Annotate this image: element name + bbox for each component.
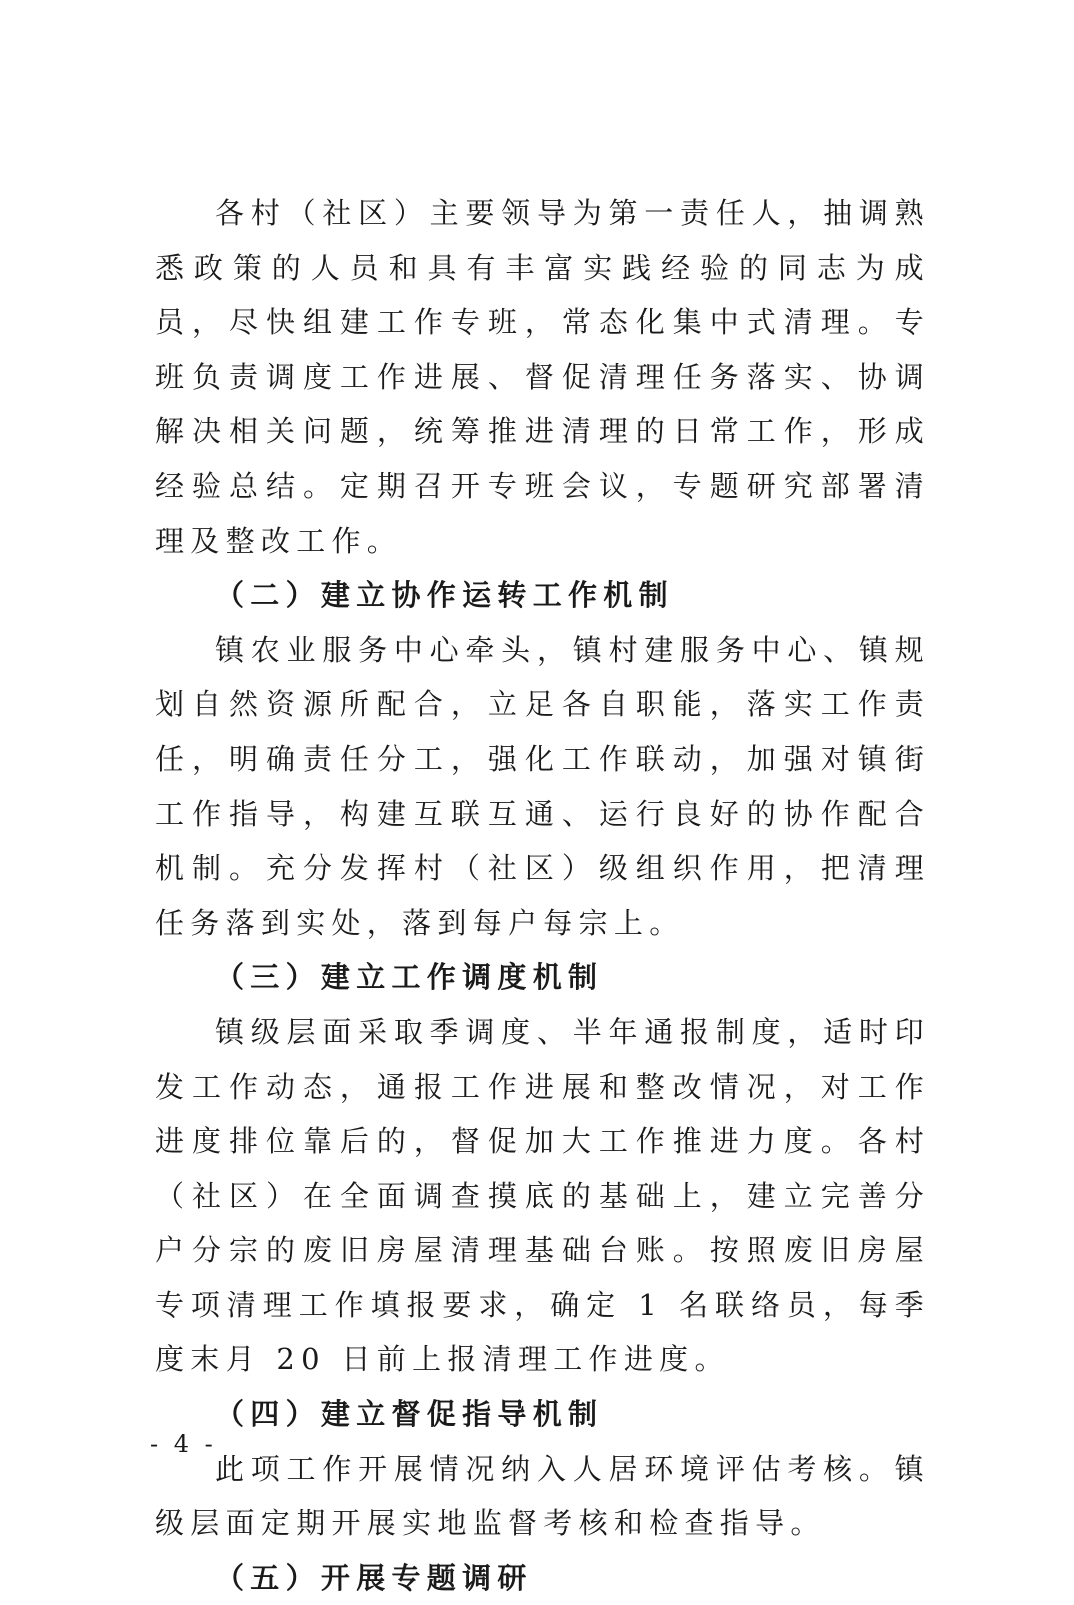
paragraph-supervision: 此项工作开展情况纳入人居环境评估考核。镇级层面定期开展实地监督考核和检查指导。 bbox=[155, 1451, 930, 1541]
paragraph-task-force: 各村（社区）主要领导为第一责任人，抽调熟悉政策的人员和具有丰富实践经验的同志为成员，尽快组建工作专班，常态化集中式清理。专班负责调度工作进展、督促清理任务落实、协调解决相关问题，统筹推进清理的日常工作，形成经验总结。定期召开专班会议，专题研究部署清理及整改工作。 bbox=[155, 196, 930, 558]
page-number: - 4 - bbox=[150, 1430, 217, 1458]
document-body bbox=[155, 186, 930, 1605]
section-heading-scheduling-mechanism: （三）建立工作调度机制 bbox=[215, 960, 604, 995]
section-heading-special-research: （五）开展专题调研 bbox=[215, 1560, 533, 1595]
paragraph-cooperation: 镇农业服务中心牵头，镇村建服务中心、镇规划自然资源所配合，立足各自职能，落实工作责任，明确责任分工，强化工作联动，加强对镇街工作指导，构建互联互通、运行良好的协作配合机制。充分发挥村（社区）级组织作用，把清理任务落到实处，落到每户每宗上。 bbox=[155, 632, 930, 940]
paragraph-scheduling: 镇级层面采取季调度、半年通报制度，适时印发工作动态，通报工作进展和整改情况，对工作进度排位靠后的，督促加大工作推进力度。各村（社区）在全面调查摸底的基础上，建立完善分户分宗的废旧房屋清理基础台账。按照废旧房屋专项清理工作填报要求，确定 1 名联络员，每季度末月 20 日前上报清理工作进度。 bbox=[155, 1014, 930, 1377]
section-heading-cooperation-mechanism: （二）建立协作运转工作机制 bbox=[215, 578, 674, 613]
section-heading-supervision-mechanism: （四）建立督促指导机制 bbox=[215, 1397, 604, 1432]
